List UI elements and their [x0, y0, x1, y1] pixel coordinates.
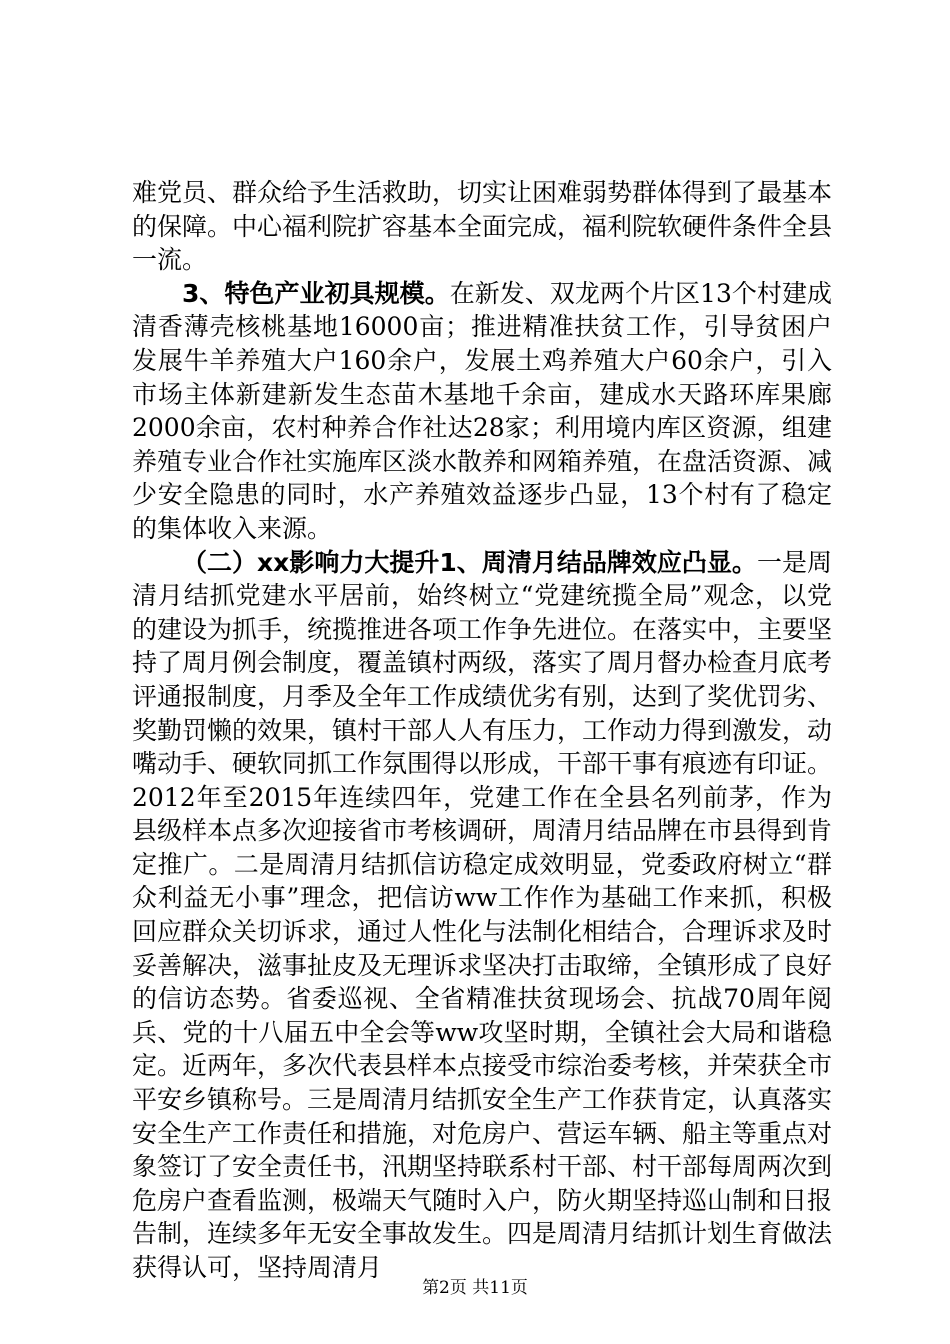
paragraph-3 [132, 546, 832, 1285]
page-number-label: 第2页 共11页 [422, 1278, 528, 1298]
paragraph-1 [132, 176, 832, 277]
document-body [132, 176, 832, 1285]
paragraph-2-text: 在新发、双龙两个片区13个村建成清香薄壳核桃基地16000亩；推进精准扶贫工作，引导贫困户发展牛羊养殖大户160余户，发展土鸡养殖大户60余户，引入市场主体新建新发生态苗木基地千余亩，建成水天路环库果廊2000余亩，农村种养合作社达28家；利用境内库区资源，组建养殖专业合作社实施库区淡水散养和网箱养殖，在盘活资源、减少安全隐患的同时，水产养殖效益逐步凸显，13个村有了稳定的集体收入来源。 [132, 278, 833, 543]
paragraph-1-text: 难党员、群众给予生活救助，切实让困难弱势群体得到了最基本的保障。中心福利院扩容基本全面完成，福利院软硬件条件全县一流。 [132, 178, 833, 275]
paragraph-3-heading: （二）xx影响力大提升1、周清月结品牌效应凸显。 [182, 547, 757, 577]
page-footer [0, 1273, 950, 1298]
paragraph-2-heading: 3、特色产业初具规模。 [182, 278, 450, 308]
paragraph-3-text: 一是周清月结抓党建水平居前，始终树立“党建统揽全局”观念，以党的建设为抓手，统揽推进各项工作争先进位。在落实中，主要坚持了周月例会制度，覆盖镇村两级，落实了周月督办检查月底考评通报制度，月季及全年工作成绩优劣有别，达到了奖优罚劣、奖勤罚懒的效果，镇村干部人人有压力，工作动力得到激发，动嘴动手、硬软同抓工作氛围得以形成，干部干事有痕迹有印证。2012年至2015年连续四年，党建工作在全县名列前茅，作为县级样本点多次迎接省市考核调研，周清月结品牌在市县得到肯定推广。二是周清月结抓信访稳定成效明显，党委政府树立“群众利益无小事”理念，把信访ww工作作为基础工作来抓，积极回应群众关切诉求，通过人性化与法制化相结合，合理诉求及时妥善解决，滋事扯皮及无理诉求坚决打击取缔，全镇形成了良好的信访态势。省委巡视、全省精准扶贫现场会、抗战70周年阅兵、党的十八届五中全会等ww攻坚时期，全镇社会大局和谐稳定。近两年，多次代表县样本点接受市综治委考核，并荣获全市平安乡镇称号。三是周清月结抓安全生产工作获肯定，认真落实安全生产工作责任和措施，对危房户、营运车辆、船主等重点对象签订了安全责任书，汛期坚持联系村干部、村干部每周两次到危房户查看监测，极端天气随时入户，防火期坚持巡山制和日报告制，连续多年无安全事故发生。四是周清月结抓计划生育做法获得认可，坚持周清月 [132, 547, 833, 1282]
paragraph-2 [132, 277, 832, 546]
